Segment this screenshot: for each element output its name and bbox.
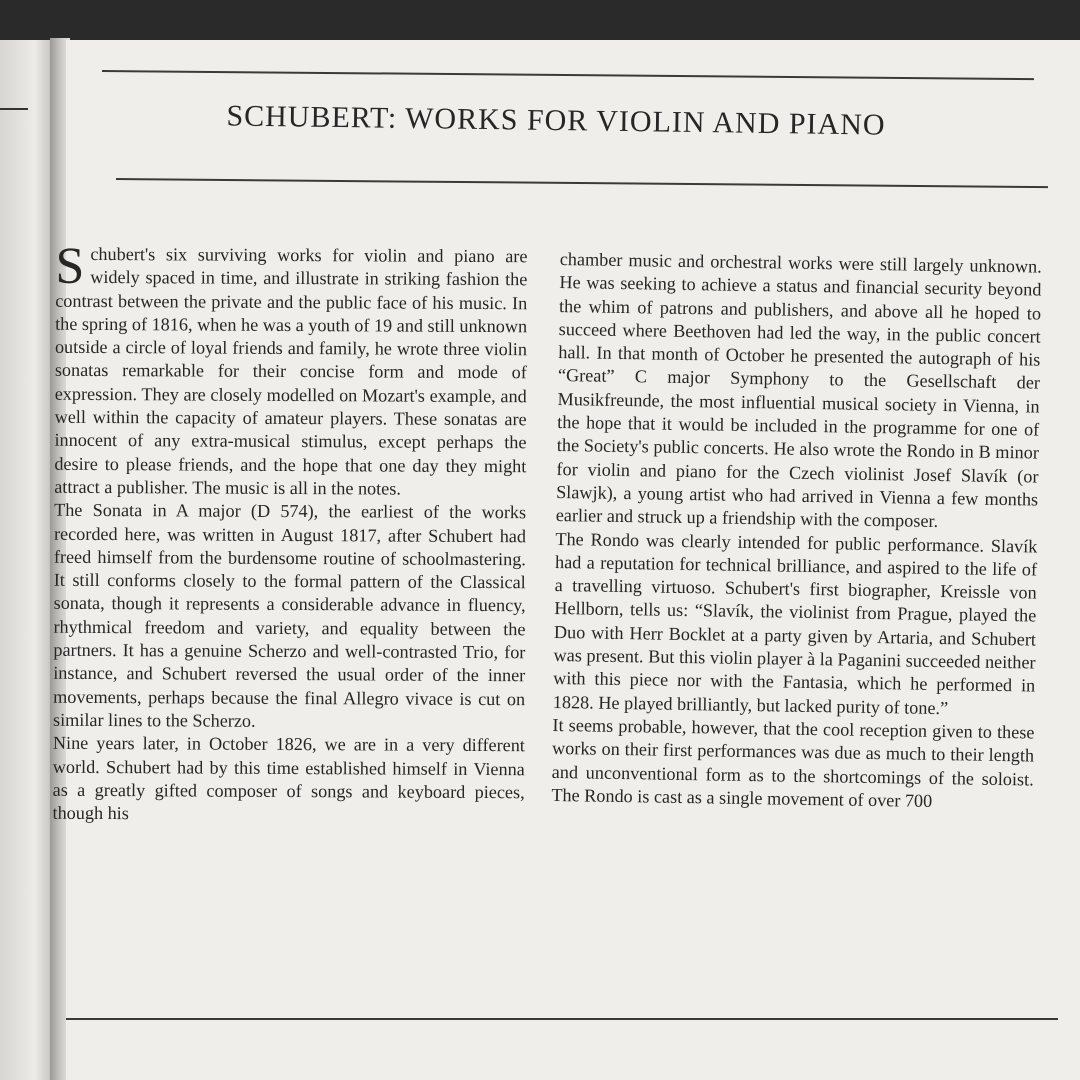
paragraph-2: The Sonata in A major (D 574), the earliest of the works recorded here, was written in August 1817, after Schubert had freed himself from the burdensome routine of schoolmastering. It still conforms closely to the formal pattern of the Classical sonata, though it represents a considerable advance in fluency, rhythmical freedom and variety, and equality between the partners. It has a genuine Scherzo and well-contrasted Trio, for instance, and Schubert reversed the usual order of the inner movements, perhaps because the final Allegro vivace is cut on similar lines to the Scherzo. [52, 500, 527, 731]
title-underline-rule [116, 178, 1048, 188]
left-text-column [52, 237, 528, 828]
booklet-page [52, 40, 1080, 1080]
paragraph-5: The Rondo was clearly intended for public performance. Slavík had a reputation for technical brilliance, and aspired to the life of a travelling virtuoso. Schubert's first biographer, Kreissle von Hellborn, tells us: “Slavík, the violinist from Prague, played the Duo with Herr Bocklet at a party given by Artaria, and Schubert was present. But this violin player à la Paganini succeeded neither with this piece nor with the Fantasia, which he performed in 1828. He played brilliantly, but lacked purity of tone.” [552, 528, 1038, 718]
drop-cap: S [55, 237, 85, 295]
bottom-rule [66, 1018, 1058, 1020]
paragraph-3: Nine years later, in October 1826, we are in a very different world. Schubert had by this time established himself in Vienna as a greatly gifted composer of songs and keyboard pieces, though his [52, 732, 525, 824]
page-title: SCHUBERT: WORKS FOR VIOLIN AND PIANO [226, 99, 886, 142]
paragraph-1 [54, 237, 528, 502]
top-rule [102, 70, 1034, 80]
facing-page-rule [0, 108, 28, 110]
paragraph-4: chamber music and orchestral works were still largely unknown. He was seeking to achieve a status and financial security beyond the whim of patrons and publishers, and above all he hoped to succeed where Beethoven had led the way, in the public concert hall. In that month of October he presented the autograph of his “Great” C major Symphony to the Gesellschaft der Musikfreunde, the most influential musical society in Vienna, in the hope that it would be included in the programme for one of the Society's public concerts. He also wrote the Rondo in B minor for violin and piano for the Czech violinist Josef Slavík (or Slawjk), a young artist who had arrived in Vienna a few months earlier and struck up a friendship with the composer. [555, 248, 1042, 532]
right-text-column [551, 248, 1042, 815]
paragraph-1-text: chubert's six surviving works for violin and piano are widely spaced in time, and illustrate in striking fashion the contrast between the private and the public face of his music. In the spring of 1816, when he was a youth of 19 and still unknown outside a circle of loyal friends and family, he wrote three violin sonatas remarkable for their concise form and mode of expression. They are closely modelled on Mozart's example, and well within the capacity of amateur players. These sonatas are innocent of any extra-musical stimulus, except perhaps the desire to please friends, and the hope that one day they might attract a publisher. The music is all in the notes. [54, 243, 528, 499]
facing-page-edge [0, 40, 50, 1080]
paragraph-6: It seems probable, however, that the cool reception given to these works on their first performances was due as much to their length and unconventional form as to the shortcomings of the soloist. The Rondo is cast as a single movement of over 700 [551, 714, 1035, 811]
